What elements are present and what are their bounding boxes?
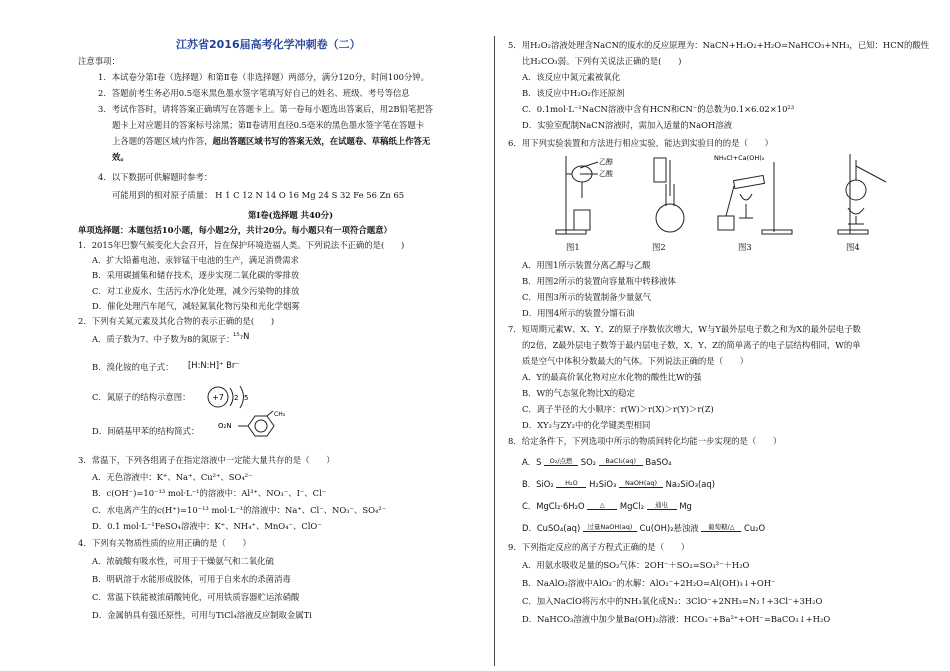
option: A．质子数为7、中子数为8的氮原子： bbox=[92, 334, 235, 344]
q8-option-c: C．MgCl₂·6H₂O △ MgCl₂ 通电 Mg bbox=[522, 501, 692, 511]
figure-3-ammonia-apparatus bbox=[714, 150, 809, 240]
option: D．催化处理汽车尾气，减轻氮氧化物污染和光化学烟雾 bbox=[92, 301, 300, 311]
question-9: 9．下列指定反应的离子方程式正确的是（ ） bbox=[508, 542, 690, 552]
q8-option-b: B．SiO₂ H₂O H₂SiO₃ NaOH(aq) Na₂SiO₃(aq) bbox=[522, 479, 715, 489]
option: C．用图3所示的装置制备少量氨气 bbox=[522, 292, 651, 302]
question-text: 质是空气中体积分数最大的气体。下列说法正确的是（ ） bbox=[522, 356, 749, 366]
svg-text:CH₃: CH₃ bbox=[274, 411, 286, 418]
question-8: 8．给定条件下，下列选项中所示的物质间转化均能一步实现的是（ ） bbox=[508, 436, 782, 446]
section-heading: 第Ⅰ卷(选择题 共40分) bbox=[248, 210, 334, 220]
question-1: 1．2015年巴黎气候变化大会召开，旨在保护环境造福人类。下列说法不正确的是( ) bbox=[78, 240, 405, 250]
left-column bbox=[78, 0, 490, 671]
option: B．用图2所示的装置向容量瓶中转移液体 bbox=[522, 276, 676, 286]
option: B．采用碳捕集和储存技术，逐步实现二氧化碳的零排放 bbox=[92, 270, 300, 280]
question-6: 6．用下列实验装置和方法进行相应实验，能达到实验目的的是（ ） bbox=[508, 138, 773, 148]
question-4: 4．下列有关物质性质的应用正确的是（ ） bbox=[78, 538, 251, 548]
nitrogen-isotope: ¹⁵₇N bbox=[233, 331, 250, 341]
option: B．W的气态氢化物比X的稳定 bbox=[522, 388, 635, 398]
option: D．0.1 mol·L⁻¹FeSO₄溶液中：K⁺、NH₄⁺、MnO₄⁻、ClO⁻ bbox=[92, 521, 322, 531]
svg-text:5: 5 bbox=[244, 394, 249, 402]
figure-3-caption: 图3 bbox=[738, 242, 752, 252]
notice-line: 上各题的答题区域内作答，超出答题区域书写的答案无效，在试题卷、草稿纸上作答无 bbox=[112, 136, 431, 146]
option: C．0.1mol·L⁻¹NaCN溶液中含有HCN和CN⁻的总数为0.1×6.02×10²³ bbox=[522, 104, 795, 114]
notice-line: 效。 bbox=[112, 152, 129, 162]
option: D．XY₂与ZY₂中的化学键类型相同 bbox=[522, 420, 651, 430]
question-2: 2．下列有关氮元素及其化合物的表示正确的是( ) bbox=[78, 316, 275, 326]
option: A．扩大铅蓄电池、汞锌锰干电池的生产，满足消费需求 bbox=[92, 255, 300, 265]
notice-heading: 注意事项： bbox=[78, 56, 120, 66]
option: D．金属钠具有强还原性，可用与TiCl₄溶液反应制取金属Ti bbox=[92, 610, 312, 620]
svg-text:2: 2 bbox=[234, 394, 239, 402]
section-description: 单项选择题：本题包括10小题，每小题2分，共计20分。每小题只有一项符合题意） bbox=[78, 225, 392, 235]
paper-title: 江苏省2016届高考化学冲刺卷（二） bbox=[176, 38, 361, 51]
question-3: 3．常温下，下列各组离子在指定溶液中一定能大量共存的是（ ） bbox=[78, 455, 335, 465]
option: C．常温下铁能被浓硝酸钝化，可用铁质容器贮运浓硝酸 bbox=[92, 592, 300, 602]
question-5: 5．用H₂O₂溶液处理含NaCN的废水的反应原理为：NaCN+H₂O₂+H₂O=NaHCO₃+NH₃，已知：HCN的酸性 bbox=[508, 40, 930, 50]
figure-1-separatory-funnel bbox=[546, 154, 626, 240]
option: B．明矾溶于水能形成胶体，可用于自来水的杀菌消毒 bbox=[92, 574, 291, 584]
option: D．用图4所示的装置分馏石油 bbox=[522, 308, 635, 318]
question-7: 7．短周期元素W、X、Y、Z的原子序数依次增大，W与Y最外层电子数之和为X的最外层电子数 bbox=[508, 324, 861, 334]
figure-4-caption: 图4 bbox=[846, 242, 860, 252]
atomic-mass-data: 可能用到的相对原子质量： H 1 C 12 N 14 O 16 Mg 24 S 32 Fe 56 Zn 65 bbox=[112, 190, 405, 200]
question-text: 比H₂CO₃弱。下列有关说法正确的是( ) bbox=[522, 56, 682, 66]
option: D．NaHCO₃溶液中加少量Ba(OH)₂溶液：HCO₃⁻+Ba²⁺+OH⁻=BaCO₃↓+H₂O bbox=[522, 614, 831, 624]
notice-line: 4．以下数据可供解题时参考： bbox=[98, 172, 213, 182]
svg-text:NH₄Cl+Ca(OH)₂: NH₄Cl+Ca(OH)₂ bbox=[714, 154, 765, 162]
q8-option-a: A．S O₂/点燃 SO₂ BaCl₂(aq) BaSO₄ bbox=[522, 457, 672, 467]
figure-4-distillation bbox=[820, 152, 900, 240]
option: B．溴化铵的电子式： bbox=[92, 362, 174, 372]
option: D．实验室配制NaCN溶液时，需加入适量的NaOH溶液 bbox=[522, 120, 733, 130]
option: A．无色溶液中：K⁺、Na⁺、Cu²⁺、SO₄²⁻ bbox=[92, 472, 253, 482]
option: B．该反应中H₂O₂作还原剂 bbox=[522, 88, 625, 98]
question-text: 的2倍，Z最外层电子数等于最内层电子数，X、Y、Z的简单离子的电子层结构相同，W的单 bbox=[522, 340, 861, 350]
ammonium-bromide-formula: [H:N:H]⁺ Br⁻ bbox=[188, 360, 240, 370]
option: C．加入NaClO将污水中的NH₃氧化成N₂：3ClO⁻+2NH₃=N₂↑+3Cl⁻+3H₂O bbox=[522, 596, 823, 606]
q8-option-d: D．CuSO₄(aq) 过量NaOH(aq) Cu(OH)₂悬浊液 葡萄糖/△ Cu₂O bbox=[522, 523, 766, 533]
m-nitrotoluene-structure bbox=[218, 410, 298, 446]
option: A．该反应中氮元素被氧化 bbox=[522, 72, 621, 82]
svg-text:乙醇: 乙醇 bbox=[599, 158, 613, 166]
option: A．用图1所示装置分离乙醇与乙酸 bbox=[522, 260, 651, 270]
figure-2-caption: 图2 bbox=[652, 242, 666, 252]
notice-line: 3．考试作答时，请将答案正确填写在答题卡上。第一卷每小题选出答案后，用2B铅笔把答 bbox=[98, 104, 434, 114]
option: B．c(OH⁻)=10⁻¹³ mol·L⁻¹的溶液中：Al³⁺、NO₃⁻、I⁻、Cl⁻ bbox=[92, 488, 327, 498]
figure-2-volumetric-flask bbox=[640, 156, 700, 240]
right-column bbox=[500, 0, 930, 671]
option: C．离子半径的大小顺序：r(W)＞r(X)＞r(Y)＞r(Z) bbox=[522, 404, 714, 414]
figure-1-caption: 图1 bbox=[566, 242, 580, 252]
notice-line: 2．答题前考生务必用0.5毫米黑色墨水签字笔填写好自己的姓名、班级、考号等信息 bbox=[98, 88, 410, 98]
svg-text:O₂N: O₂N bbox=[218, 422, 232, 430]
option: A．Y的最高价氧化物对应水化物的酸性比W的强 bbox=[522, 372, 702, 382]
column-divider bbox=[494, 36, 495, 666]
svg-text:乙酸: 乙酸 bbox=[599, 170, 613, 178]
option: A．浓硫酸有吸水性，可用于干燥氨气和二氧化硫 bbox=[92, 556, 274, 566]
option: B．NaAlO₂溶液中AlO₂⁻的水解：AlO₂⁻+2H₂O=Al(OH)₃↓+OH⁻ bbox=[522, 578, 776, 588]
option: D．间硝基甲苯的结构简式： bbox=[92, 426, 200, 436]
option: A．用氨水吸收足量的SO₂气体：2OH⁻＋SO₂=SO₃²⁻＋H₂O bbox=[522, 560, 750, 570]
option: C．氮原子的结构示意图： bbox=[92, 392, 191, 402]
option: C．水电离产生的c(H⁺)=10⁻¹³ mol·L⁻¹的溶液中：Na⁺、Cl⁻、NO₃⁻、SO₄²⁻ bbox=[92, 505, 387, 515]
notice-line: 题卡上对应题目的答案标号涂黑；第Ⅱ卷请用直径0.5毫米的黑色墨水签字笔在答题卡 bbox=[112, 120, 425, 130]
option: C．对工业废水、生活污水净化处理，减少污染物的排放 bbox=[92, 286, 300, 296]
svg-text:+7: +7 bbox=[212, 393, 224, 402]
notice-line: 1．本试卷分第Ⅰ卷（选择题）和第Ⅱ卷（非选择题）两部分，满分120分，时间100分钟。 bbox=[98, 72, 430, 82]
